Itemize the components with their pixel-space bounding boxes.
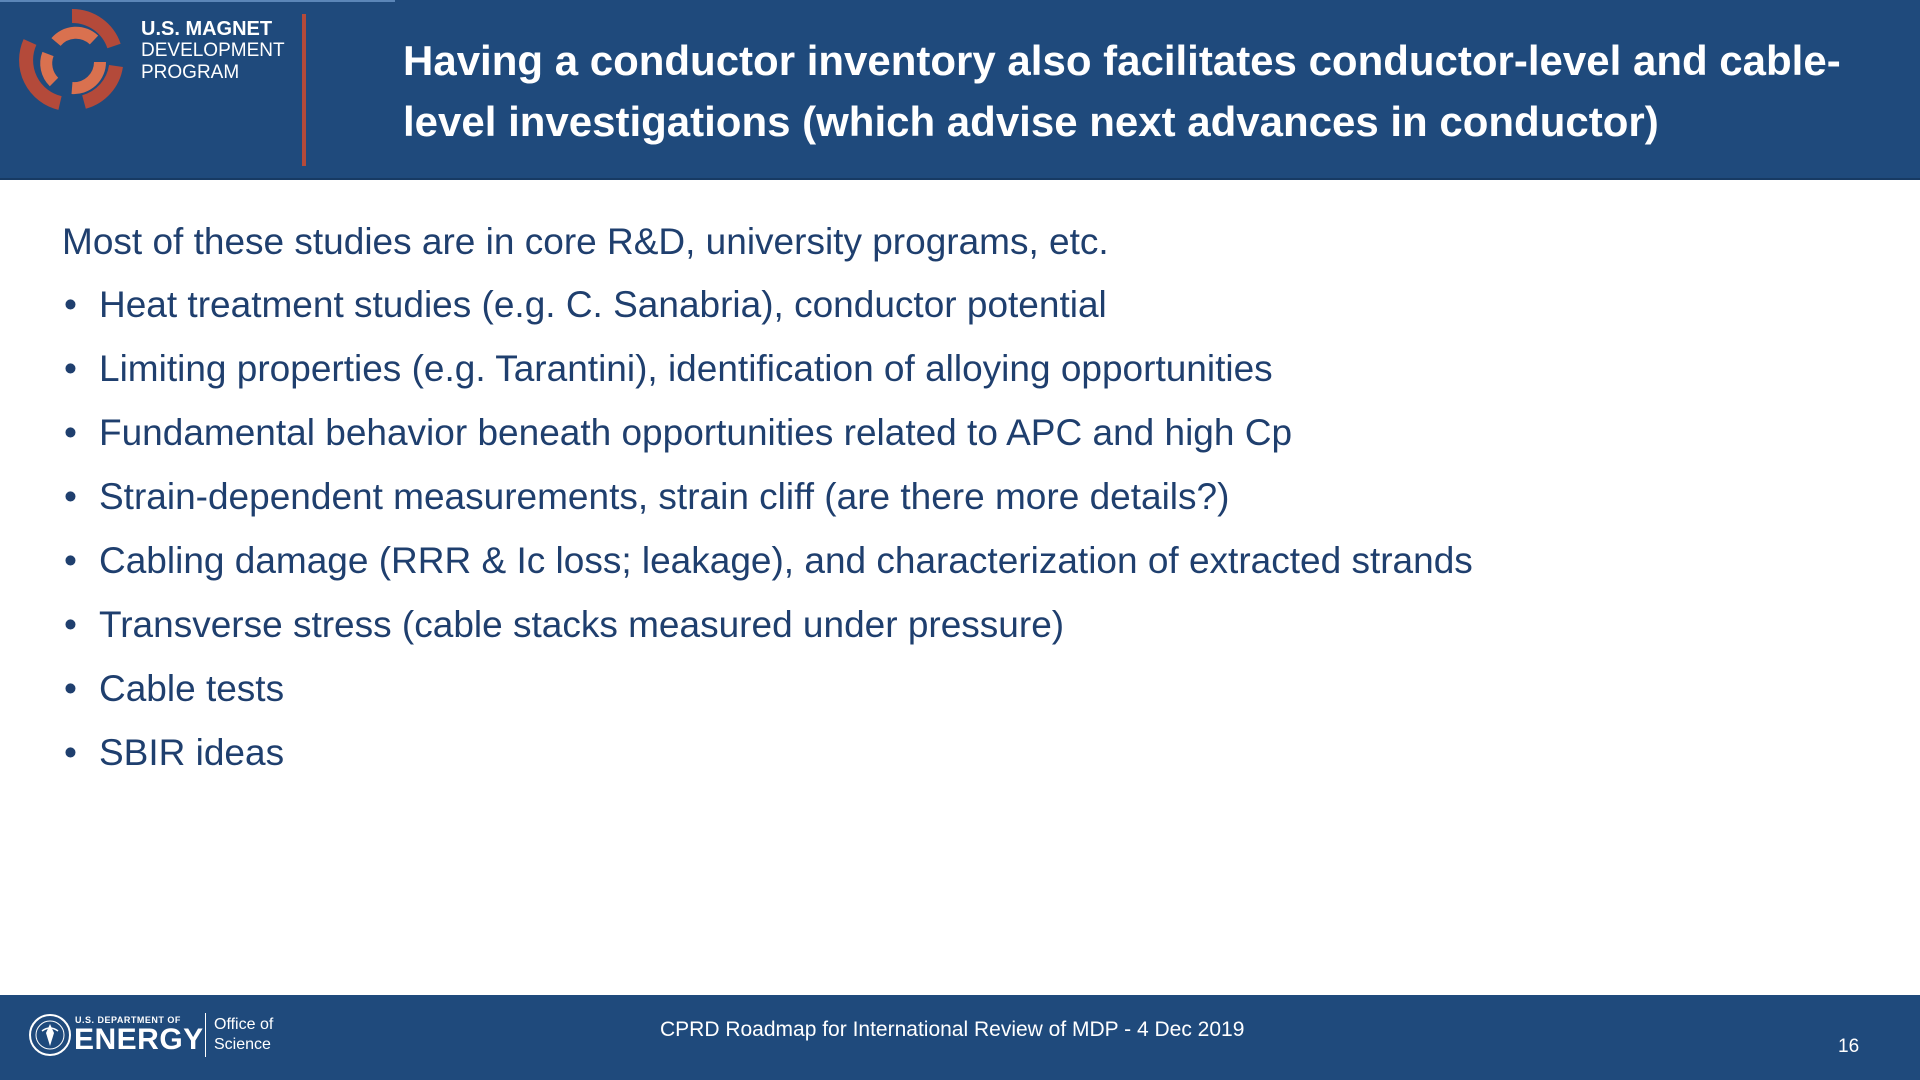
slide-footer <box>0 995 1920 1080</box>
bullet-icon: • <box>64 604 77 645</box>
bullet-icon: • <box>64 732 77 773</box>
bullet-item <box>62 725 1862 789</box>
bullet-icon: • <box>64 540 77 581</box>
header-top-accent-line <box>0 0 395 2</box>
logo-line-3: PROGRAM <box>141 62 240 83</box>
logo-line-1: U.S. MAGNET <box>141 18 273 40</box>
bullet-icon: • <box>64 668 77 709</box>
doe-seal-icon <box>28 1013 72 1057</box>
bullet-text: Heat treatment studies (e.g. C. Sanabria), conductor potential <box>99 284 1107 325</box>
bullet-text: Limiting properties (e.g. Tarantini), identification of alloying opportunities <box>99 348 1273 389</box>
header-bottom-line <box>0 178 1920 180</box>
bullet-text: Cable tests <box>99 668 285 709</box>
bullet-item <box>62 533 1862 597</box>
logo-line-2: DEVELOPMENT <box>141 40 285 61</box>
magnet-program-logo-icon <box>10 8 135 113</box>
bullet-text: Cabling damage (RRR & Ic loss; leakage), and characterization of extracted strands <box>99 540 1473 581</box>
page-number: 16 <box>1838 1036 1860 1057</box>
bullet-item <box>62 597 1862 661</box>
bullet-item <box>62 469 1862 533</box>
slide-header <box>0 0 1920 180</box>
office-of-science-label <box>214 1015 273 1055</box>
footer-caption: CPRD Roadmap for International Review of MDP - 4 Dec 2019 <box>660 1018 1245 1041</box>
bullet-icon: • <box>64 348 77 389</box>
office-line-2: Science <box>214 1036 271 1053</box>
bullet-text: Fundamental behavior beneath opportunities related to APC and high Cp <box>99 412 1293 453</box>
doe-logo-divider <box>205 1013 206 1057</box>
bullet-icon: • <box>64 284 77 325</box>
magnet-program-logo-text <box>141 18 285 84</box>
bullet-text: Strain-dependent measurements, strain cliff (are there more details?) <box>99 476 1230 517</box>
bullet-icon: • <box>64 412 77 453</box>
bullet-list <box>62 277 1862 789</box>
slide-title: Having a conductor inventory also facilitates conductor-level and cable- level investigations (which advise next advances in conductor) <box>403 37 1841 145</box>
logo-divider <box>302 14 306 166</box>
bullet-item <box>62 405 1862 469</box>
bullet-icon: • <box>64 476 77 517</box>
bullet-item <box>62 277 1862 341</box>
slide-body <box>62 214 1862 789</box>
doe-energy-wordmark: ENERGY <box>74 1023 204 1056</box>
bullet-text: Transverse stress (cable stacks measured under pressure) <box>99 604 1065 645</box>
bullet-item <box>62 661 1862 725</box>
bullet-item <box>62 341 1862 405</box>
doe-department-label: U.S. DEPARTMENT OF <box>75 1015 181 1025</box>
lead-text: Most of these studies are in core R&D, university programs, etc. <box>62 221 1109 262</box>
bullet-text: SBIR ideas <box>99 732 285 773</box>
office-line-1: Office of <box>214 1016 274 1033</box>
